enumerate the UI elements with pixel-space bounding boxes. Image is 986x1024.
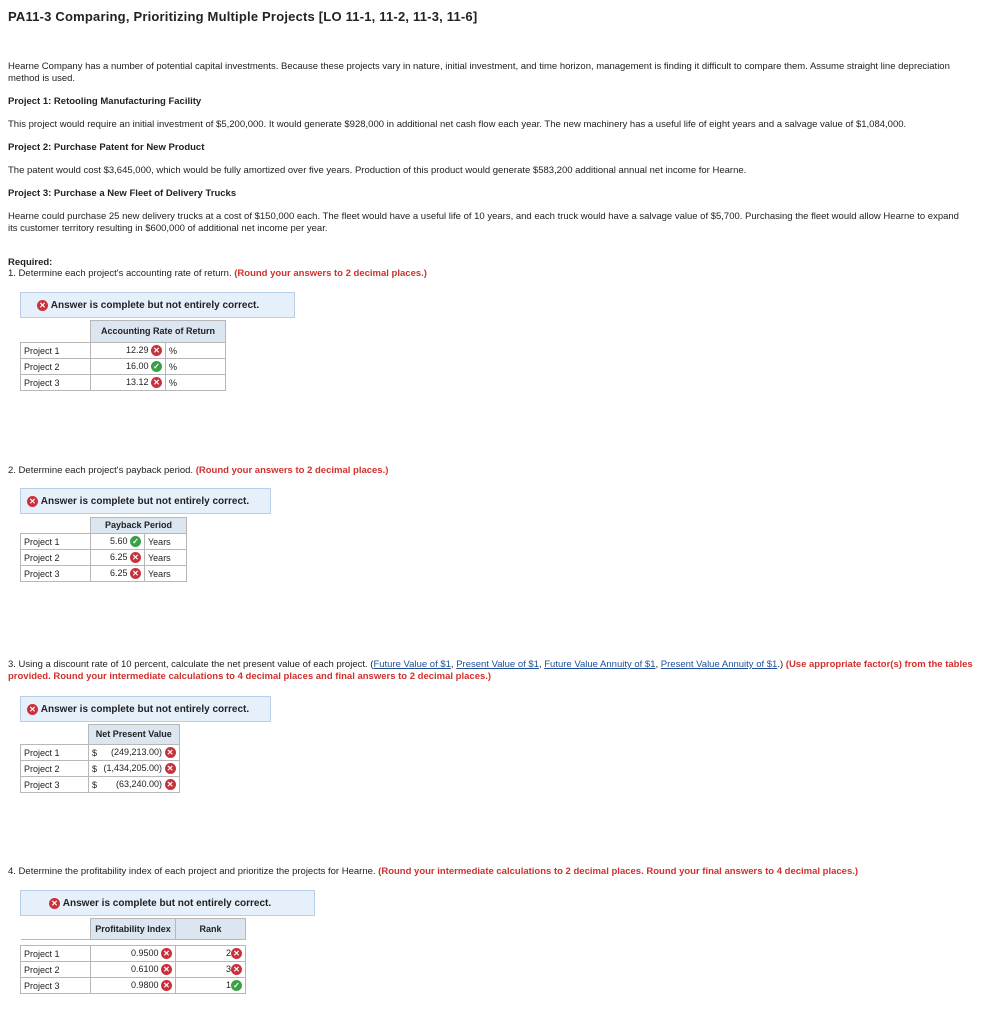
q1-table <box>20 320 226 391</box>
q1-row-label: Project 3 <box>21 375 91 391</box>
q1-col-header: Accounting Rate of Return <box>91 321 226 343</box>
x-circle-icon: ✕ <box>165 747 176 758</box>
q2-row-label: Project 2 <box>21 550 91 566</box>
q1-note: (Round your answers to 2 decimal places.) <box>234 268 427 279</box>
q1-unit: % <box>166 375 226 391</box>
q2-input-cell[interactable]: 6.25 ✕ <box>91 550 145 566</box>
x-circle-icon: ✕ <box>165 763 176 774</box>
q2-unit: Years <box>145 534 187 550</box>
q1-input-cell[interactable]: 12.29 ✕ <box>91 343 166 359</box>
q3-input-cell[interactable]: (63,240.00) ✕ <box>101 777 180 793</box>
q4-note: (Round your intermediate calculations to 2 decimal places. Round your final answers to 4 decimal places.) <box>378 866 859 877</box>
table-row <box>21 946 246 962</box>
q4-rank-header: Rank <box>176 919 246 940</box>
q3-currency: $ <box>89 761 101 777</box>
check-circle-icon: ✓ <box>151 361 162 372</box>
q4-table <box>20 918 246 994</box>
q4-row-label: Project 1 <box>21 946 91 962</box>
present-value-link[interactable]: Present Value of $1 <box>456 659 539 670</box>
check-circle-icon: ✓ <box>130 536 141 547</box>
q1-banner-text: Answer is complete but not entirely correct. <box>50 299 260 311</box>
q4-corner <box>21 919 91 940</box>
project1-heading: Project 1: Retooling Manufacturing Facility <box>8 96 202 107</box>
q4-row-label: Project 3 <box>21 978 91 994</box>
present-value-annuity-link[interactable]: Present Value Annuity of $1 <box>660 659 778 670</box>
x-circle-icon: ✕ <box>161 964 172 975</box>
q1-input-cell[interactable]: 16.00 ✓ <box>91 359 166 375</box>
x-circle-icon: ✕ <box>231 964 242 975</box>
x-circle-icon: ✕ <box>49 898 60 909</box>
x-circle-icon: ✕ <box>151 345 162 356</box>
q2-unit: Years <box>145 566 187 582</box>
q2-text: 2. Determine each project's payback period. <box>8 465 194 476</box>
q1-corner <box>21 321 91 343</box>
table-row <box>21 978 246 994</box>
x-circle-icon: ✕ <box>161 948 172 959</box>
q4-pi-input[interactable]: 0.9800 ✕ <box>91 978 176 994</box>
q1-row-label: Project 2 <box>21 359 91 375</box>
future-value-link[interactable]: Future Value of $1 <box>373 659 451 670</box>
check-circle-icon: ✓ <box>231 980 242 991</box>
q4-row-label: Project 2 <box>21 962 91 978</box>
q2-row-label: Project 1 <box>21 534 91 550</box>
q3-text-end: .) <box>777 659 784 670</box>
project3-heading: Project 3: Purchase a New Fleet of Delivery Trucks <box>8 188 237 199</box>
q1-input-cell[interactable]: 13.12 ✕ <box>91 375 166 391</box>
x-circle-icon: ✕ <box>27 496 38 507</box>
q1-unit: % <box>166 359 226 375</box>
q1-unit: % <box>166 343 226 359</box>
q3-table <box>20 724 180 793</box>
table-row <box>21 550 187 566</box>
table-row <box>21 375 226 391</box>
x-circle-icon: ✕ <box>231 948 242 959</box>
q4-rank-input[interactable]: 2 ✕ <box>176 946 246 962</box>
q3-banner-text: Answer is complete but not entirely correct. <box>40 703 250 715</box>
q2-row-label: Project 3 <box>21 566 91 582</box>
q4-prompt <box>8 866 983 878</box>
q3-row-label: Project 2 <box>21 761 89 777</box>
q1-banner <box>20 292 295 318</box>
table-row <box>21 745 180 761</box>
q2-col-header: Payback Period <box>91 518 187 534</box>
q2-corner <box>21 518 91 534</box>
q4-text: 4. Determine the profitability index of each project and prioritize the projects for Hearne. <box>8 866 376 877</box>
x-circle-icon: ✕ <box>161 980 172 991</box>
q3-row-label: Project 3 <box>21 777 89 793</box>
q2-prompt <box>8 465 968 477</box>
x-circle-icon: ✕ <box>130 568 141 579</box>
future-value-annuity-link[interactable]: Future Value Annuity of $1 <box>544 659 656 670</box>
q1-text: 1. Determine each project's accounting rate of return. <box>8 268 232 279</box>
q3-col-header: Net Present Value <box>89 725 180 745</box>
q1-row-label: Project 1 <box>21 343 91 359</box>
q4-banner-text: Answer is complete but not entirely correct. <box>62 897 272 909</box>
x-circle-icon: ✕ <box>151 377 162 388</box>
q3-row-label: Project 1 <box>21 745 89 761</box>
q3-banner <box>20 696 271 722</box>
x-circle-icon: ✕ <box>37 300 48 311</box>
table-row <box>21 359 226 375</box>
q3-input-cell[interactable]: (249,213.00) ✕ <box>101 745 180 761</box>
project2-text: The patent would cost $3,645,000, which would be fully amortized over five years. Production of this product would generate $583,200 additional annual net income for Hearne. <box>8 165 747 176</box>
table-row <box>21 761 180 777</box>
q3-currency: $ <box>89 777 101 793</box>
q1-prompt <box>8 268 968 280</box>
project2-heading: Project 2: Purchase Patent for New Product <box>8 142 205 153</box>
q4-pi-input[interactable]: 0.6100 ✕ <box>91 962 176 978</box>
project3-text: Hearne could purchase 25 new delivery trucks at a cost of $150,000 each. The fleet would have a useful life of 10 years, and each truck would have a salvage value of $5,700. Purchasing the fleet would allow Hearne to expand its customer territory resulting in $600,000 of additional net income per year. <box>8 211 959 234</box>
page-title: PA11-3 Comparing, Prioritizing Multiple Projects [LO 11-1, 11-2, 11-3, 11-6] <box>8 9 478 24</box>
q4-banner <box>20 890 315 916</box>
intro-text: Hearne Company has a number of potential capital investments. Because these projects vary in nature, initial investment, and time horizon, management is finding it difficult to compare them. Assume straight line depreciation method is used. <box>8 61 950 84</box>
q4-rank-input[interactable]: 3 ✕ <box>176 962 246 978</box>
x-circle-icon: ✕ <box>27 704 38 715</box>
q3-corner <box>21 725 89 745</box>
table-row <box>21 566 187 582</box>
q2-table <box>20 517 187 582</box>
x-circle-icon: ✕ <box>165 779 176 790</box>
x-circle-icon: ✕ <box>130 552 141 563</box>
q2-input-cell[interactable]: 6.25 ✕ <box>91 566 145 582</box>
q4-pi-input[interactable]: 0.9500 ✕ <box>91 946 176 962</box>
q3-currency: $ <box>89 745 101 761</box>
table-row <box>21 534 187 550</box>
table-row <box>21 962 246 978</box>
q2-unit: Years <box>145 550 187 566</box>
q3-text: 3. Using a discount rate of 10 percent, calculate the net present value of each project. ( <box>8 659 374 670</box>
table-row <box>21 777 180 793</box>
q2-input-cell[interactable]: 5.60 ✓ <box>91 534 145 550</box>
project1-text: This project would require an initial investment of $5,200,000. It would generate $928,000 in additional net cash flow each year. The new machinery has a useful life of eight years and a salvage value of $1,084,000. <box>8 119 907 130</box>
q3-prompt: 3. Using a discount rate of 10 percent, calculate the net present value of each project. (Future Value of $1, Present Value of $1, Future Value Annuity of $1, Present Value Annuity of $1.) (Use appropriate factor(s) from the tables provided. Round your intermediate calculations to 4 decimal places and final answers to 2 decimal places.) <box>8 659 973 682</box>
q4-rank-input[interactable]: 1 ✓ <box>176 978 246 994</box>
q2-note: (Round your answers to 2 decimal places.) <box>195 465 389 476</box>
q2-banner-text: Answer is complete but not entirely correct. <box>40 495 250 507</box>
q3-input-cell[interactable]: (1,434,205.00) ✕ <box>101 761 180 777</box>
required-label: Required: <box>8 257 53 268</box>
table-row <box>21 343 226 359</box>
q2-banner <box>20 488 271 514</box>
q3-note: (Use appropriate factor(s) from the tables provided. Round your intermediate calculations to 4 decimal places and final answers to 2 decimal places.) <box>8 659 973 682</box>
q4-pi-header: Profitability Index <box>91 919 176 940</box>
